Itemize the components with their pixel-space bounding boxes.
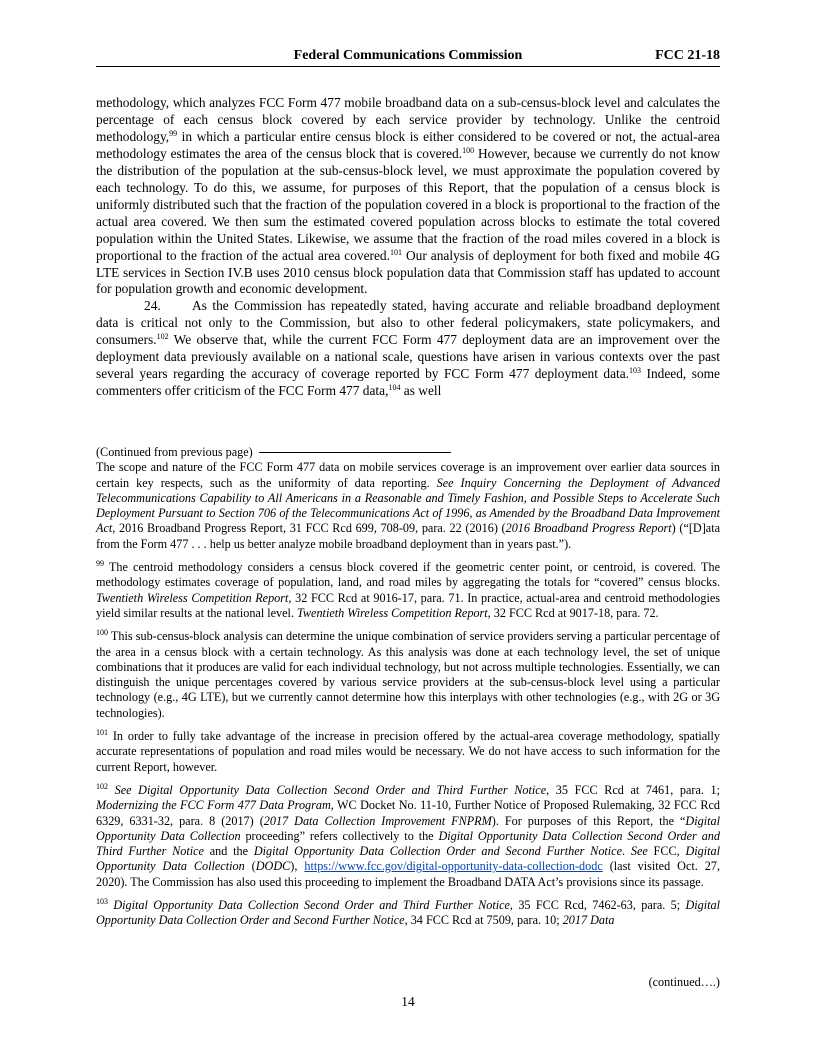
footnote-ref-99[interactable]: 99: [169, 128, 178, 138]
document-number: FCC 21-18: [655, 48, 720, 63]
footnote-103: $^{103}$ Digital Opportunity Data Collection Second Order and Third Further Notice, 35 FCC Rcd, 7462-63, para. 5; Digital Opportunity Data Collection Order and Second Further Notice, 34 FCC Rcd at 7509, para. 10; 2017 Data: [96, 897, 721, 928]
footnote-ref-103[interactable]: 103: [629, 366, 642, 376]
footnote-100: $^{100}$ This sub-census-block analysis can determine the unique combination of service providers serving a particular percentage of the area in a census block with a certain technology. As this analysis was done at each technology level, the set of unique combinations that it produces are valid for each individual technology, but not across multiple technologies. Essentially, we can distinguish the unique percentages covered by various service providers at the sub-census-block level using a particular technology (e.g., 4G LTE), but we currently cannot determine how this interplays with other technologies (e.g., with 2G or 3G technologies).: [96, 628, 720, 720]
paragraph-number: 24.: [144, 298, 161, 314]
footnote-ref-102[interactable]: 102: [156, 332, 169, 342]
footnote-ref-100[interactable]: 100: [462, 145, 475, 155]
agency-name: Federal Communications Commission: [293, 48, 523, 63]
continued-label: (continued….): [648, 975, 720, 989]
page-number: 14: [401, 994, 415, 1009]
footnote-ref-104[interactable]: 104: [388, 383, 401, 393]
footnote-continued: The scope and nature of the FCC Form 477 data on mobile services coverage is an improvement over earlier data sources in certain key respects, such as the uniformity of data reporting. See Inquiry Concerning the Deployment of Advanced Telecommunications Capability to All Americans in a Reasonable and Timely Fashion, and Possible Steps to Accelerate Such Deployment Pursuant to Section 706 of the Telecommunications Act of 1996, as Amended by the Broadband Data Improvement Act, 2016 Broadband Progress Report, 31 FCC Rcd 699, 708-09, para. 22 (2016) (2016 Broadband Progress Report) (“[D]ata from the Form 477 . . . help us better analyze mobile broadband deployment than in years past.”).: [96, 460, 720, 551]
dodc-link[interactable]: https://www.fcc.gov/digital-opportunity-data-collection-dodc: [304, 859, 603, 874]
footnote-separator: [259, 452, 451, 453]
footnote-ref-101[interactable]: 101: [389, 247, 402, 257]
footnote-99: $^{99}$ The centroid methodology considers a census block covered if the geometric center point, or centroid, is covered. The methodology estimates coverage of population, land, and road miles by aggregating the totals for “covered” census blocks. Twentieth Wireless Competition Report, 32 FCC Rcd at 9016-17, para. 71. In practice, actual-area and centroid methodologies yield similar results at the national level. Twentieth Wireless Competition Report, 32 FCC Rcd at 9017-18, para. 72.: [96, 559, 720, 620]
footnote-102: $^{102}$ See Digital Opportunity Data Collection Second Order and Third Further Notice, 35 FCC Rcd at 7461, para. 1; Modernizing the FCC Form 477 Data Program, WC Docket No. 11-10, Further Notice of Proposed Rulemaking, 32 FCC Rcd 6329, 6331-32, para. 8 (2017) (2017 Data Collection Improvement FNPRM). For purposes of this Report, the “Digital Opportunity Data Collection proceeding” refers collectively to the Digital Opportunity Data Collection Second Order and Third Further Notice and the Digital Opportunity Data Collection Order and Second Further Notice. See FCC, Digital Opportunity Data Collection (DODC), https://www.fcc.gov/digital-opportunity-data-collection-dodc (last visited Oct. 27, 2020). The Commission has also used this proceeding to implement the Broadband DATA Act’s provisions since its passage.: [96, 781, 721, 889]
footnote-101: $^{101}$ In order to fully take advantage of the increase in precision offered by the actual-area coverage methodology, spatially accurate representations of population and road miles would be necessary. We do not have access to such information for the current Report, however.: [96, 728, 720, 774]
footnotes-section: [96, 445, 720, 937]
main-text: [96, 95, 720, 400]
page-header: [96, 48, 720, 67]
continued-from-line: [96, 445, 720, 460]
paragraph-continued: methodology, which analyzes FCC Form 477 mobile broadband data on a sub-census-block level and calculates the percentage of each census block covered by each service provider by technology. Unlike the centroid methodology,$^{99}$ in which a particular entire census block is either considered to be covered or not, the actual-area methodology estimates the area of the census block that is covered.$^{100}$ However, because we currently do not know the distribution of the population at the sub-census-block level, we must approximate the population covered by each technology. To do this, we assume, for purposes of this Report, that the population of a census block is uniformly distributed such that the fraction of the population covered in a block is proportional to the fraction of the actual area covered. We then sum the estimated covered population across blocks to estimate the total covered population within the United States. Likewise, we assume that the fraction of the road miles covered in a block is proportional to the fraction of the actual area covered.$^{101}$ Our analysis of deployment for both fixed and mobile 4G LTE services in Section IV.B uses 2010 census block population data that Commission staff has updated to account for population growth and economic development.: [96, 95, 720, 297]
continued-from-label: (Continued from previous page): [96, 445, 253, 459]
paragraph-24: 24. As the Commission has repeatedly stated, having accurate and reliable broadband deployment data is critical not only to the Commission, but also to other federal policymakers, state policymakers, and consumers.$^{102}$ We observe that, while the current FCC Form 477 deployment data are an improvement over the deployment data previously available on a national scale, questions have arisen in various contexts over the past several years regarding the accuracy of coverage reported by FCC Form 477 deployment data.$^{103}$ Indeed, some commenters offer criticism of the FCC Form 477 data,$^{104}$ as well: [96, 298, 720, 399]
